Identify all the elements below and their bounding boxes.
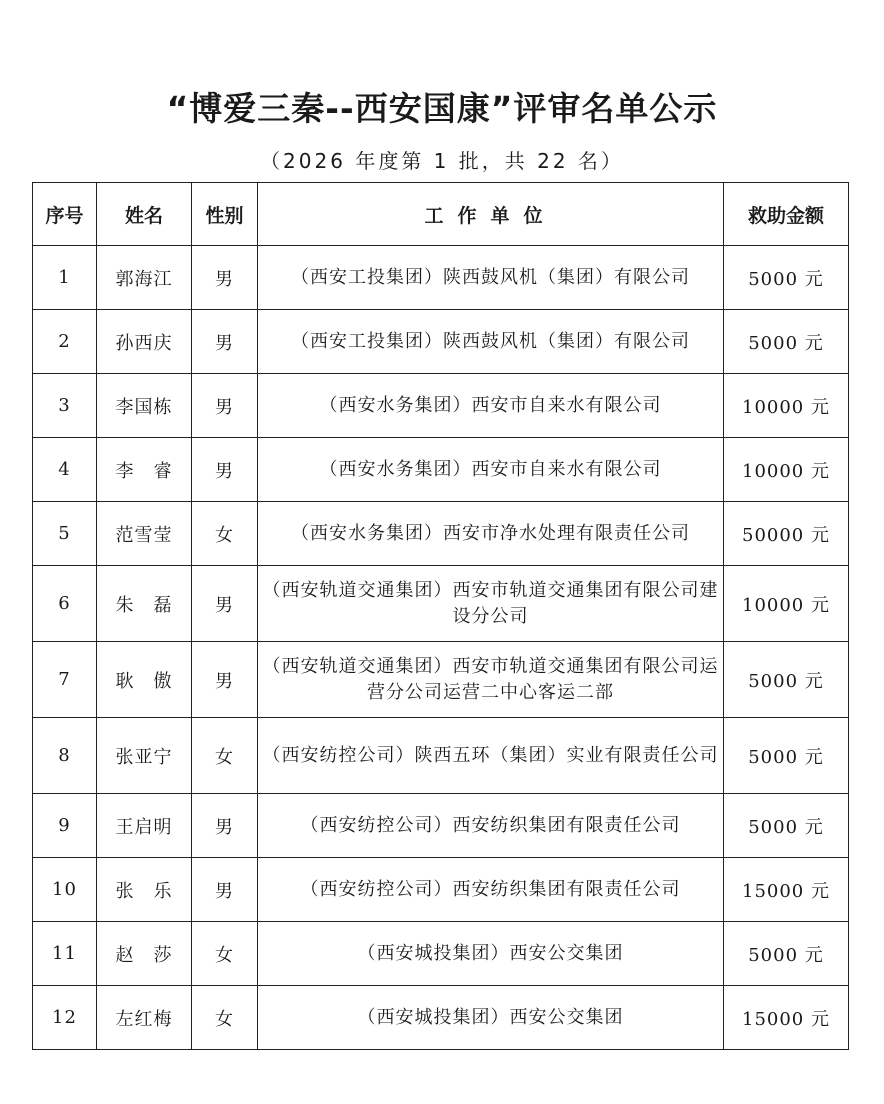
cell-gender: 男 [192,246,258,310]
header-amount: 救助金额 [724,183,849,246]
cell-gender: 男 [192,310,258,374]
cell-amount: 5000 元 [724,794,849,858]
cell-gender: 男 [192,794,258,858]
cell-amount: 5000 元 [724,718,849,794]
cell-unit: （西安轨道交通集团）西安市轨道交通集团有限公司运营分公司运营二中心客运二部 [258,642,724,718]
cell-gender: 男 [192,642,258,718]
cell-name: 李 睿 [97,438,192,502]
cell-gender: 女 [192,718,258,794]
cell-unit: （西安纺控公司）陕西五环（集团）实业有限责任公司 [258,718,724,794]
cell-name: 郭海江 [97,246,192,310]
cell-index: 2 [33,310,97,374]
cell-amount: 10000 元 [724,566,849,642]
cell-gender: 女 [192,922,258,986]
cell-name: 赵 莎 [97,922,192,986]
cell-unit: （西安水务集团）西安市自来水有限公司 [258,438,724,502]
cell-index: 5 [33,502,97,566]
cell-name: 范雪莹 [97,502,192,566]
cell-unit: （西安城投集团）西安公交集团 [258,922,724,986]
table-row [33,566,849,642]
cell-name: 左红梅 [97,986,192,1050]
cell-name: 张 乐 [97,858,192,922]
cell-index: 9 [33,794,97,858]
cell-gender: 女 [192,502,258,566]
cell-unit: （西安工投集团）陕西鼓风机（集团）有限公司 [258,310,724,374]
cell-index: 11 [33,922,97,986]
table-row [33,310,849,374]
table-row [33,502,849,566]
cell-index: 1 [33,246,97,310]
cell-amount: 5000 元 [724,922,849,986]
cell-name: 朱 磊 [97,566,192,642]
cell-index: 10 [33,858,97,922]
page-subtitle: （2026 年度第 1 批，共 22 名） [260,149,624,173]
review-list-table [32,182,849,1050]
cell-amount: 15000 元 [724,986,849,1050]
cell-unit: （西安工投集团）陕西鼓风机（集团）有限公司 [258,246,724,310]
cell-name: 耿 傲 [97,642,192,718]
header-gender: 性别 [192,183,258,246]
cell-gender: 男 [192,566,258,642]
cell-amount: 10000 元 [724,374,849,438]
cell-amount: 5000 元 [724,246,849,310]
table-row [33,374,849,438]
header-index: 序号 [33,183,97,246]
cell-index: 4 [33,438,97,502]
cell-amount: 10000 元 [724,438,849,502]
table-row [33,794,849,858]
cell-amount: 5000 元 [724,642,849,718]
header-name: 姓名 [97,183,192,246]
cell-name: 王启明 [97,794,192,858]
page-title: “博爱三秦--西安国康”评审名单公示 [166,89,718,128]
cell-gender: 女 [192,986,258,1050]
cell-amount: 15000 元 [724,858,849,922]
cell-gender: 男 [192,858,258,922]
cell-gender: 男 [192,374,258,438]
table-header-row [33,183,849,246]
cell-name: 孙西庆 [97,310,192,374]
table-row [33,642,849,718]
cell-index: 6 [33,566,97,642]
table-row [33,858,849,922]
cell-index: 12 [33,986,97,1050]
cell-name: 李国栋 [97,374,192,438]
cell-unit: （西安纺控公司）西安纺织集团有限责任公司 [258,794,724,858]
cell-amount: 5000 元 [724,310,849,374]
cell-amount: 50000 元 [724,502,849,566]
header-unit: 工作单位 [258,183,724,246]
cell-unit: （西安水务集团）西安市自来水有限公司 [258,374,724,438]
table-row [33,986,849,1050]
cell-name: 张亚宁 [97,718,192,794]
cell-unit: （西安水务集团）西安市净水处理有限责任公司 [258,502,724,566]
cell-unit: （西安轨道交通集团）西安市轨道交通集团有限公司建设分公司 [258,566,724,642]
cell-index: 8 [33,718,97,794]
table-row [33,438,849,502]
cell-unit: （西安纺控公司）西安纺织集团有限责任公司 [258,858,724,922]
cell-index: 7 [33,642,97,718]
cell-index: 3 [33,374,97,438]
cell-gender: 男 [192,438,258,502]
table-row [33,246,849,310]
table-row [33,718,849,794]
table-row [33,922,849,986]
cell-unit: （西安城投集团）西安公交集团 [258,986,724,1050]
